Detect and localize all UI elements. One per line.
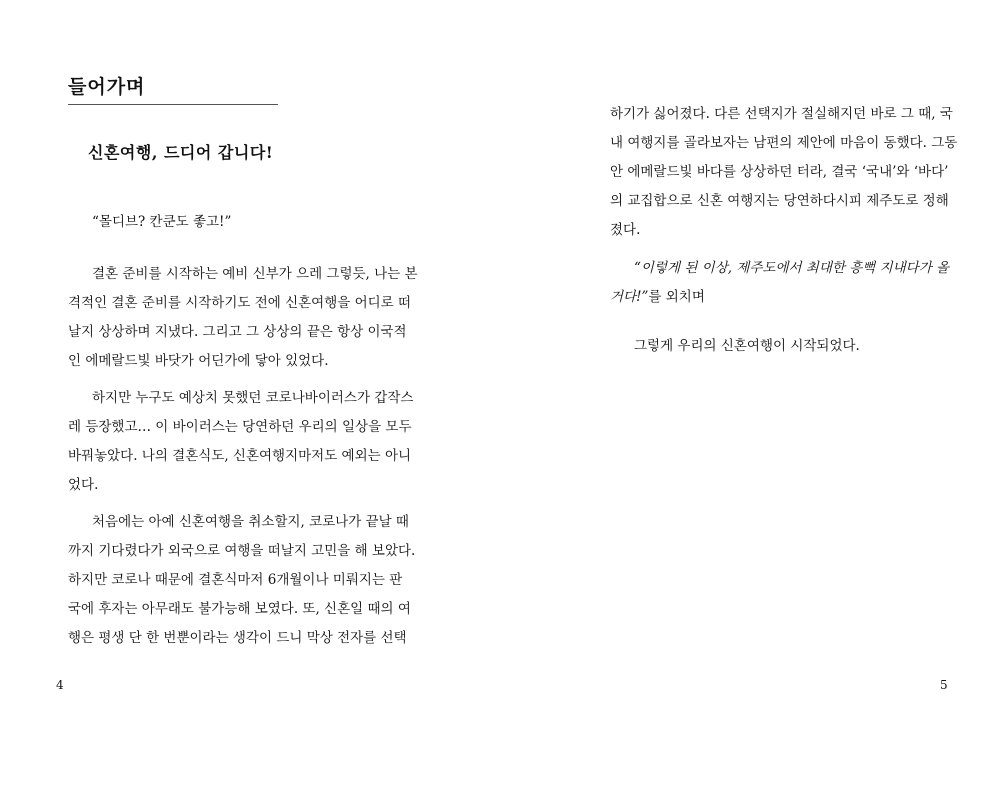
text-line: 처음에는 아예 신혼여행을 취소할지, 코로나가 끝날 때 [92, 514, 409, 530]
text-line: 날지 상상하며 지냈다. 그리고 그 상상의 끝은 항상 이국적 [68, 324, 407, 340]
text-line: 내 여행지를 골라보자는 남편의 제안에 마음이 동했다. 그동 [610, 135, 958, 151]
text-line: 졌다. [610, 222, 641, 238]
page-number: 4 [56, 678, 64, 692]
paragraph [68, 508, 416, 653]
quote-tail: 를 외치며 [648, 289, 705, 305]
text-line: 었다. [68, 477, 99, 493]
section-title: 들어가며 [68, 76, 146, 98]
text-line: 그렇게 우리의 신혼여행이 시작되었다. [634, 338, 860, 354]
text-line: 하기가 싫어졌다. 다른 선택지가 절실해지던 바로 그 때, 국 [610, 106, 953, 122]
text-line: 행은 평생 단 한 번뿐이라는 생각이 드니 막상 전자를 선택 [68, 630, 407, 646]
quote-text: 거다!” [610, 289, 649, 305]
text-line: 까지 기다렸다가 외국으로 여행을 떠날지 고민을 해 보았다. [68, 543, 416, 559]
paragraph-quote [68, 208, 393, 237]
chapter-title: 신혼여행, 드디어 갑니다! [88, 143, 274, 162]
text-line: 하지만 코로나 때문에 결혼식마저 6개월이나 미뤄지는 판 [68, 572, 403, 588]
text-line [610, 283, 935, 312]
text-line: 레 등장했고… 이 바이러스는 당연하던 우리의 일상을 모두 [68, 419, 412, 435]
text-line: 안 에메랄드빛 바다를 상상하던 터라, 결국 ‘국내’와 ‘바다’ [610, 164, 949, 180]
right-page [500, 0, 1000, 800]
text-line: 격적인 결혼 준비를 시작하기도 전에 신혼여행을 어디로 떠 [68, 295, 412, 311]
paragraph-quote [610, 254, 950, 312]
paragraph [68, 260, 418, 376]
page-number: 5 [940, 678, 948, 692]
text-line: 결혼 준비를 시작하는 예비 신부가 으레 그렇듯, 나는 본 [92, 266, 418, 282]
text-line: 국에 후자는 아무래도 불가능해 보였다. 또, 신혼일 때의 여 [68, 601, 411, 617]
text-line: “몰디브? 칸쿤도 좋고!” [92, 214, 232, 230]
text-line: 의 교집합으로 신혼 여행지는 당연하다시피 제주도로 정해 [610, 193, 949, 209]
title-divider [68, 104, 278, 105]
paragraph [610, 100, 958, 245]
paragraph [610, 332, 935, 361]
text-line: 바꿔놓았다. 나의 결혼식도, 신혼여행지마저도 예외는 아니 [68, 448, 412, 464]
text-line: 하지만 누구도 예상치 못했던 코로나바이러스가 갑작스 [92, 390, 414, 406]
quote-text: “이렇게 된 이상, 제주도에서 최대한 흥뻑 지내다가 올 [634, 260, 950, 276]
text-line: 인 에메랄드빛 바닷가 어딘가에 닿아 있었다. [68, 353, 329, 369]
paragraph [68, 384, 414, 500]
